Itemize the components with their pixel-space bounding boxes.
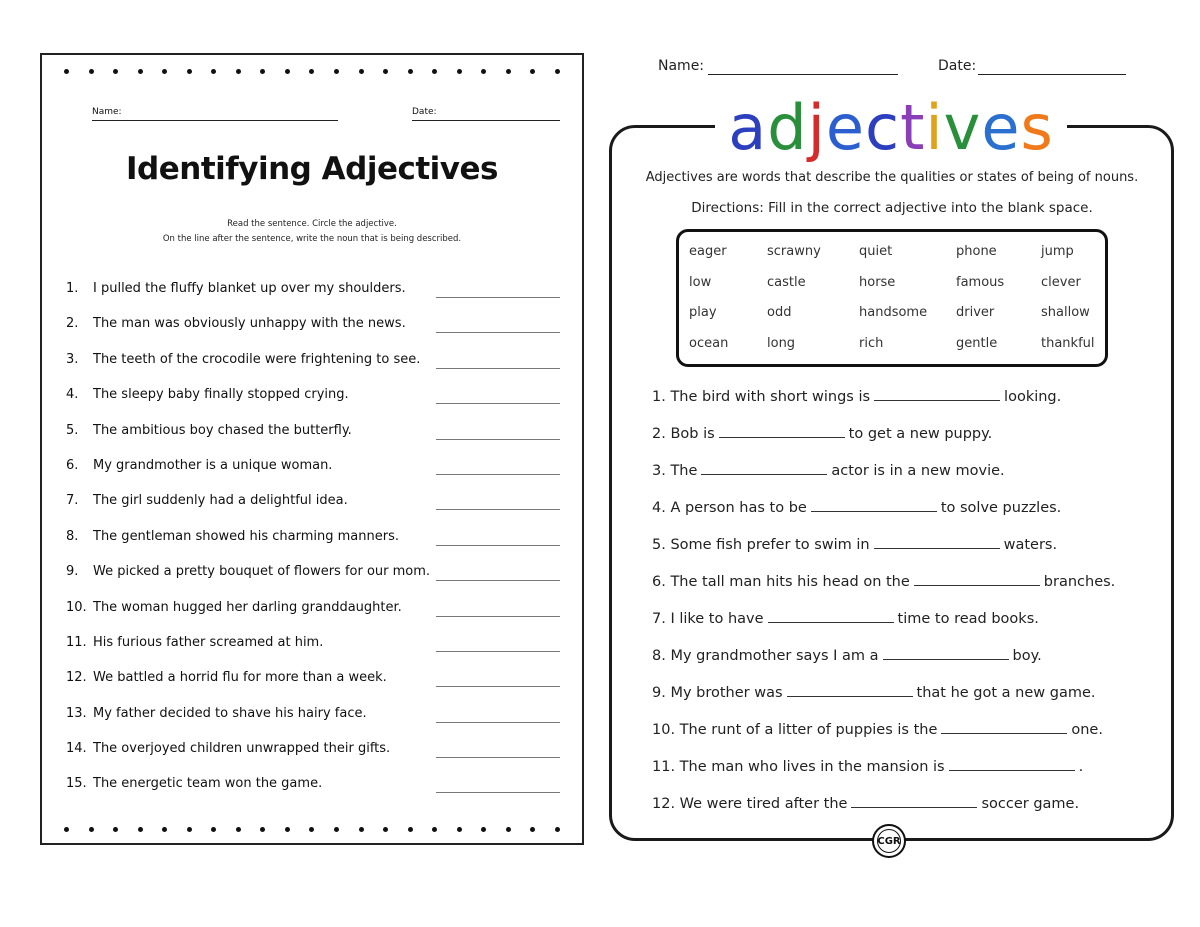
sentence-list <box>66 281 560 812</box>
sentence-row <box>66 493 560 528</box>
fill-in-text-after: soccer game. <box>981 796 1080 812</box>
fill-in-row <box>652 758 1142 795</box>
word-bank-word: ocean <box>689 336 729 351</box>
word-bank-word: castle <box>767 275 806 290</box>
instruction-line-1: Read the sentence. Circle the adjective. <box>227 219 397 229</box>
instructions <box>42 217 582 247</box>
word-bank-word: low <box>689 275 712 290</box>
word-bank-word: scrawny <box>767 244 821 259</box>
border-dot <box>138 69 143 74</box>
sentence-number: 9. <box>66 564 79 580</box>
title-letter: s <box>1020 91 1054 164</box>
fill-in-text-before: 3. The <box>652 463 698 479</box>
answer-line[interactable] <box>436 509 560 510</box>
word-bank-word: gentle <box>956 336 998 351</box>
border-dot <box>113 69 118 74</box>
sentence-number: 6. <box>66 457 79 473</box>
border-dot <box>334 827 339 832</box>
fill-in-row <box>652 425 1142 462</box>
answer-line[interactable] <box>436 580 560 581</box>
border-dot <box>408 827 413 832</box>
border-dot <box>162 827 167 832</box>
instruction-line-2: On the line after the sentence, write the noun that is being described. <box>162 234 462 244</box>
fill-in-row <box>652 610 1142 647</box>
sentence-number: 12. <box>66 670 87 686</box>
fill-in-text-after: waters. <box>1003 537 1058 553</box>
sentence-row <box>66 741 560 776</box>
sentence-row <box>66 635 560 670</box>
border-dot <box>162 69 167 74</box>
border-dot <box>309 827 314 832</box>
sentence-row <box>66 458 560 493</box>
cgr-logo: CGR <box>872 824 906 858</box>
fill-in-blank[interactable] <box>787 684 913 697</box>
border-dot <box>530 827 535 832</box>
border-dot <box>432 827 437 832</box>
fill-in-text-after: time to read books. <box>897 611 1039 627</box>
title-letter: d <box>767 91 808 164</box>
fill-in-blank[interactable] <box>701 462 827 475</box>
fill-in-blank[interactable] <box>914 573 1040 586</box>
sentence-number: 14. <box>66 741 87 757</box>
fill-in-blank[interactable] <box>851 795 977 808</box>
sentence-text: The girl suddenly had a delightful idea. <box>93 493 348 509</box>
fill-in-row <box>652 388 1142 425</box>
fill-in-blank[interactable] <box>941 721 1067 734</box>
identifying-adjectives-worksheet <box>40 53 584 845</box>
border-dot <box>236 69 241 74</box>
answer-line[interactable] <box>436 403 560 404</box>
word-bank-word: famous <box>956 275 1005 290</box>
border-dot <box>236 827 241 832</box>
sentence-text: The overjoyed children unwrapped their gifts. <box>93 741 391 757</box>
date-label: Date: <box>412 107 437 117</box>
fill-in-text-before: 12. We were tired after the <box>652 796 848 812</box>
border-dot <box>138 827 143 832</box>
fill-in-blank[interactable] <box>811 499 937 512</box>
fill-in-row <box>652 647 1142 684</box>
title-letter: i <box>925 91 944 164</box>
sentence-text: The gentleman showed his charming manners. <box>93 528 399 544</box>
sentence-text: I pulled the fluffy blanket up over my shoulders. <box>93 281 406 296</box>
fill-in-text-after: one. <box>1071 722 1103 738</box>
answer-line[interactable] <box>436 297 560 298</box>
sentence-number: 4. <box>66 387 79 403</box>
sentence-row <box>66 600 560 635</box>
word-bank-word: handsome <box>859 305 928 320</box>
fill-in-blank[interactable] <box>874 536 1000 549</box>
fill-in-text-before: 10. The runt of a litter of puppies is the <box>652 722 938 738</box>
sentence-text: The sleepy baby finally stopped crying. <box>93 387 349 403</box>
worksheet-title: Identifying Adjectives <box>126 151 498 187</box>
answer-line[interactable] <box>436 757 560 758</box>
answer-line[interactable] <box>436 439 560 440</box>
border-dot <box>187 69 192 74</box>
fill-in-blank[interactable] <box>719 425 845 438</box>
date-line <box>978 74 1126 75</box>
directions-text: Directions: Fill in the correct adjective into the blank space. <box>691 200 1093 216</box>
border-dot <box>506 69 511 74</box>
answer-line[interactable] <box>436 651 560 652</box>
sentence-number: 13. <box>66 705 87 721</box>
sentence-number: 11. <box>66 634 87 650</box>
title-letter: e <box>981 91 1021 164</box>
right-header <box>658 58 1128 78</box>
sentence-row <box>66 387 560 422</box>
left-header <box>92 107 560 123</box>
title-letter: e <box>825 91 865 164</box>
title-letter: v <box>943 91 982 164</box>
title-letter: a <box>728 91 768 164</box>
fill-in-text-before: 7. I like to have <box>652 611 764 627</box>
answer-line[interactable] <box>436 545 560 546</box>
word-bank-word: shallow <box>1041 305 1090 320</box>
border-dot <box>187 827 192 832</box>
border-dot <box>89 827 94 832</box>
fill-in-text-after: . <box>1078 759 1084 775</box>
title-letter: t <box>900 91 926 164</box>
sentence-text: My grandmother is a unique woman. <box>93 457 333 473</box>
answer-line[interactable] <box>436 368 560 369</box>
word-bank-word: jump <box>1041 244 1074 259</box>
sentence-text: We battled a horrid flu for more than a week. <box>93 670 387 686</box>
fill-in-row <box>652 684 1142 721</box>
fill-in-row <box>652 462 1142 499</box>
fill-in-text-after: to solve puzzles. <box>940 500 1062 516</box>
sentence-row <box>66 352 560 387</box>
border-dot <box>89 69 94 74</box>
fill-in-blank[interactable] <box>768 610 894 623</box>
word-bank-word: horse <box>859 275 896 290</box>
fill-in-blank[interactable] <box>883 647 1009 660</box>
border-dot <box>113 827 118 832</box>
answer-line[interactable] <box>436 474 560 475</box>
sentence-row <box>66 281 560 316</box>
fill-in-text-before: 11. The man who lives in the mansion is <box>652 759 945 775</box>
top-dot-border <box>64 69 560 75</box>
sentence-row <box>66 564 560 599</box>
word-bank-word: clever <box>1041 275 1081 290</box>
fill-in-text-before: 9. My brother was <box>652 685 783 701</box>
border-dot <box>64 69 69 74</box>
border-dot <box>211 827 216 832</box>
fill-in-text-before: 6. The tall man hits his head on the <box>652 574 910 590</box>
border-dot <box>309 69 314 74</box>
word-bank-word: phone <box>956 244 997 259</box>
answer-line[interactable] <box>436 616 560 617</box>
sentence-row <box>66 776 560 811</box>
fill-in-row <box>652 721 1142 758</box>
border-dot <box>64 827 69 832</box>
sentence-text: The woman hugged her darling granddaughter. <box>93 599 402 615</box>
border-dot <box>260 69 265 74</box>
sentence-number: 15. <box>66 776 87 792</box>
intro-text: Adjectives are words that describe the qualities or states of being of nouns. <box>645 170 1139 185</box>
name-line <box>708 74 898 75</box>
word-bank-word: eager <box>689 244 727 259</box>
border-dot <box>334 69 339 74</box>
sentence-row <box>66 423 560 458</box>
fill-in-text-before: 2. Bob is <box>652 426 715 442</box>
word-bank <box>676 229 1108 367</box>
word-bank-word: rich <box>859 336 884 351</box>
fill-in-row <box>652 536 1142 573</box>
border-dot <box>555 827 560 832</box>
sentence-text: His furious father screamed at him. <box>93 634 324 650</box>
sentence-text: We picked a pretty bouquet of flowers for our mom. <box>93 564 431 580</box>
sentence-row <box>66 706 560 741</box>
word-bank-word: play <box>689 305 717 320</box>
border-dot <box>481 827 486 832</box>
answer-line[interactable] <box>436 722 560 723</box>
border-dot <box>383 827 388 832</box>
sentence-text: The energetic team won the game. <box>93 776 323 792</box>
sentence-text: The teeth of the crocodile were frightening to see. <box>93 351 421 367</box>
border-dot <box>383 69 388 74</box>
answer-line[interactable] <box>436 332 560 333</box>
border-dot <box>260 827 265 832</box>
date-label: Date: <box>938 58 977 74</box>
answer-line[interactable] <box>436 686 560 687</box>
adjectives-title <box>715 88 1067 168</box>
fill-in-text-after: looking. <box>1004 389 1062 405</box>
sentence-row <box>66 529 560 564</box>
word-bank-word: long <box>767 336 796 351</box>
border-dot <box>359 69 364 74</box>
sentence-number: 10. <box>66 599 87 615</box>
word-bank-word: quiet <box>859 244 893 259</box>
fill-in-row <box>652 499 1142 536</box>
border-dot <box>506 827 511 832</box>
fill-in-text-before: 1. The bird with short wings is <box>652 389 871 405</box>
title-letter: j <box>807 91 826 164</box>
border-dot <box>432 69 437 74</box>
fill-in-row <box>652 573 1142 610</box>
fill-in-text-before: 4. A person has to be <box>652 500 807 516</box>
border-dot <box>481 69 486 74</box>
border-dot <box>457 827 462 832</box>
fill-in-text-before: 5. Some fish prefer to swim in <box>652 537 870 553</box>
border-dot <box>285 827 290 832</box>
sentence-number: 1. <box>66 281 79 296</box>
sentence-text: My father decided to shave his hairy face. <box>93 705 367 721</box>
name-label: Name: <box>92 107 122 117</box>
sentence-row <box>66 316 560 351</box>
fill-in-text-before: 8. My grandmother says I am a <box>652 648 879 664</box>
border-dot <box>359 827 364 832</box>
fill-in-text-after: to get a new puppy. <box>848 426 993 442</box>
sentence-number: 5. <box>66 422 79 438</box>
fill-in-text-after: branches. <box>1043 574 1116 590</box>
sentence-text: The ambitious boy chased the butterfly. <box>93 422 352 438</box>
fill-in-text-after: actor is in a new movie. <box>831 463 1005 479</box>
sentence-number: 8. <box>66 528 79 544</box>
border-dot <box>555 69 560 74</box>
name-label: Name: <box>658 58 705 74</box>
sentence-number: 7. <box>66 493 79 509</box>
border-dot <box>285 69 290 74</box>
bottom-dot-border <box>64 827 560 833</box>
fill-in-blank[interactable] <box>874 388 1000 401</box>
border-dot <box>211 69 216 74</box>
fill-in-text-after: boy. <box>1012 648 1042 664</box>
word-bank-word: driver <box>956 305 995 320</box>
fill-in-blank[interactable] <box>949 758 1075 771</box>
fill-in-text-after: that he got a new game. <box>916 685 1096 701</box>
sentence-number: 3. <box>66 351 79 367</box>
border-dot <box>408 69 413 74</box>
word-bank-word: odd <box>767 305 792 320</box>
title-letter: c <box>864 91 901 164</box>
date-line <box>412 120 560 121</box>
sentence-text: The man was obviously unhappy with the news. <box>93 316 406 332</box>
name-line <box>92 120 338 121</box>
sentence-number: 2. <box>66 316 79 332</box>
border-dot <box>530 69 535 74</box>
sentence-row <box>66 670 560 705</box>
fill-in-list <box>652 388 1142 832</box>
border-dot <box>457 69 462 74</box>
answer-line[interactable] <box>436 792 560 793</box>
word-bank-word: thankful <box>1041 336 1095 351</box>
